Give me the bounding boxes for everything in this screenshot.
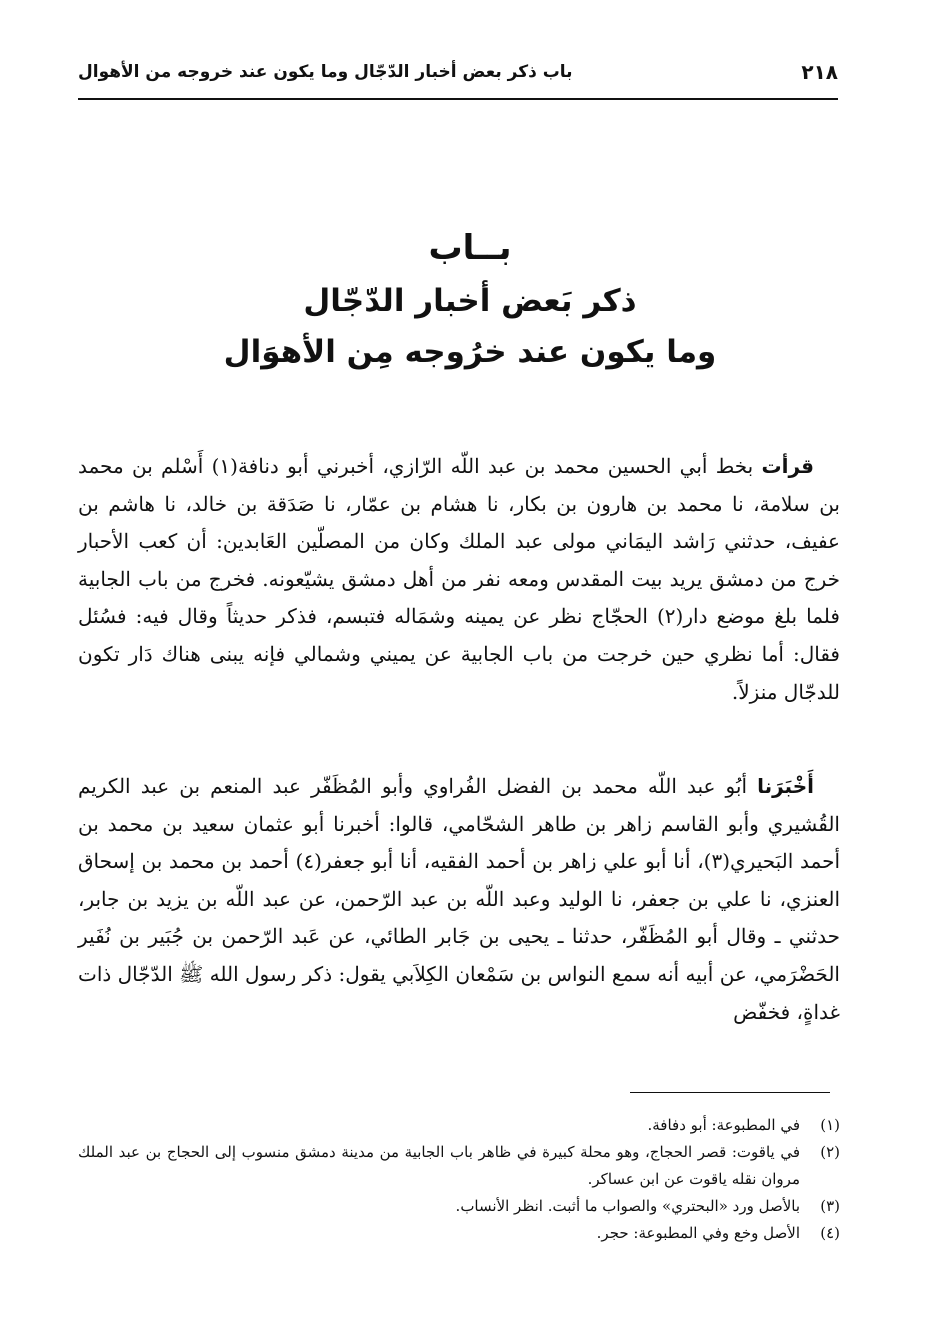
footnote-text: الأصل وخع وفي المطبوعة: حجر. xyxy=(596,1224,800,1242)
paragraph-1-lead-word: قرأت xyxy=(761,454,814,478)
paragraph-2 xyxy=(78,768,840,1031)
paragraph-1 xyxy=(78,448,840,711)
chapter-label: بــاب xyxy=(428,228,512,268)
paragraph-2-lead-word: أَخْبَرَنا xyxy=(757,774,814,798)
footnote-4 xyxy=(78,1220,840,1247)
chapter-title-line-2: وما يكون عند خرُوجه مِن الأهوَال xyxy=(223,334,717,370)
footnote-number: (٢) xyxy=(820,1143,840,1161)
footnote-number: (٣) xyxy=(820,1197,840,1215)
footnote-text: بالأصل ورد «البحتري» والصواب ما أثبت. انظر الأنساب. xyxy=(455,1197,800,1215)
footnote-number: (١) xyxy=(820,1116,840,1134)
footnote-divider xyxy=(630,1092,830,1093)
footnote-text: في المطبوعة: أبو دفافة. xyxy=(647,1116,800,1134)
chapter-title-line-1: ذكر بَعض أخبار الدّجّال xyxy=(303,283,637,319)
footnote-text: في ياقوت: قصر الحجاج، وهو محلة كبيرة في ظاهر باب الجابية من مدينة دمشق منسوب إلى الحجاج بن عبد الملك مروان نقله ياقوت عن ابن عساكر. xyxy=(78,1143,800,1188)
page-number: ٢١٨ xyxy=(801,60,838,84)
paragraph-2-text: أبُو عبد اللّه محمد بن الفضل الفُراوي وأبو المُظَفّر عبد المنعم بن عبد الكريم القُشيري وأبو القاسم زاهر بن طاهر الشحّامي، قالوا: أخبرنا أبو عثمان سعيد بن محمد بن أحمد البَحيري(٣)، أنا أبو علي زاهر بن أحمد الفقيه، أنا أبو جعفر(٤) أحمد بن محمد بن إسحاق العنزي، نا علي بن جعفر، نا الوليد وعبد اللّه بن عبد الرّحمن، عن عبد اللّه بن يزيد بن جابر، حدثني ـ وقال أبو المُظَفّر، حدثنا ـ يحيى بن جَابر الطائي، عن عَبد الرّحمن بن جُبَير بن نُفَير الحَضْرَمي، عن أبيه أنه سمع النواس بن سَمْعان الكِلاَبي يقول: ذكر رسول الله ﷺ الدّجّال ذات غداةٍ، فخفّض xyxy=(78,774,840,1024)
footnotes xyxy=(78,1112,840,1247)
running-head xyxy=(78,60,838,100)
footnote-2 xyxy=(78,1139,840,1193)
running-title: باب ذكر بعض أخبار الدّجّال وما يكون عند خروجه من الأهوال xyxy=(78,62,573,82)
footnote-number: (٤) xyxy=(820,1224,840,1242)
footnote-1 xyxy=(78,1112,840,1139)
footnote-3 xyxy=(78,1193,840,1220)
paragraph-1-text: بخط أبي الحسين محمد بن عبد اللّه الرّازي، أخبرني أبو دنافة(١) أَسْلم بن محمد بن سلامة، نا محمد بن هارون بن بكار، نا هشام بن عمّار، نا صَدَقة بن خالد، نا هاشم بن عفيف، حدثني رَاشد اليمَاني مولى عبد الملك وكان من المصلّين العَابدين: أن كعب الأحبار خرج من دمشق يريد بيت المقدس ومعه نفر من أهل دمشق يشيّعونه. فخرج من باب الجابية فلما بلغ موضع دار(٢) الحجّاج نظر عن يمينه وشمَاله فتبسم، فذكر حديثاً وقال فيه: فسُئل فقال: أما نظري حين خرجت من باب الجابية عن يميني وشمالي فإنه يبنى هناك دَار تكون للدجّال منزلاً. xyxy=(78,454,840,704)
